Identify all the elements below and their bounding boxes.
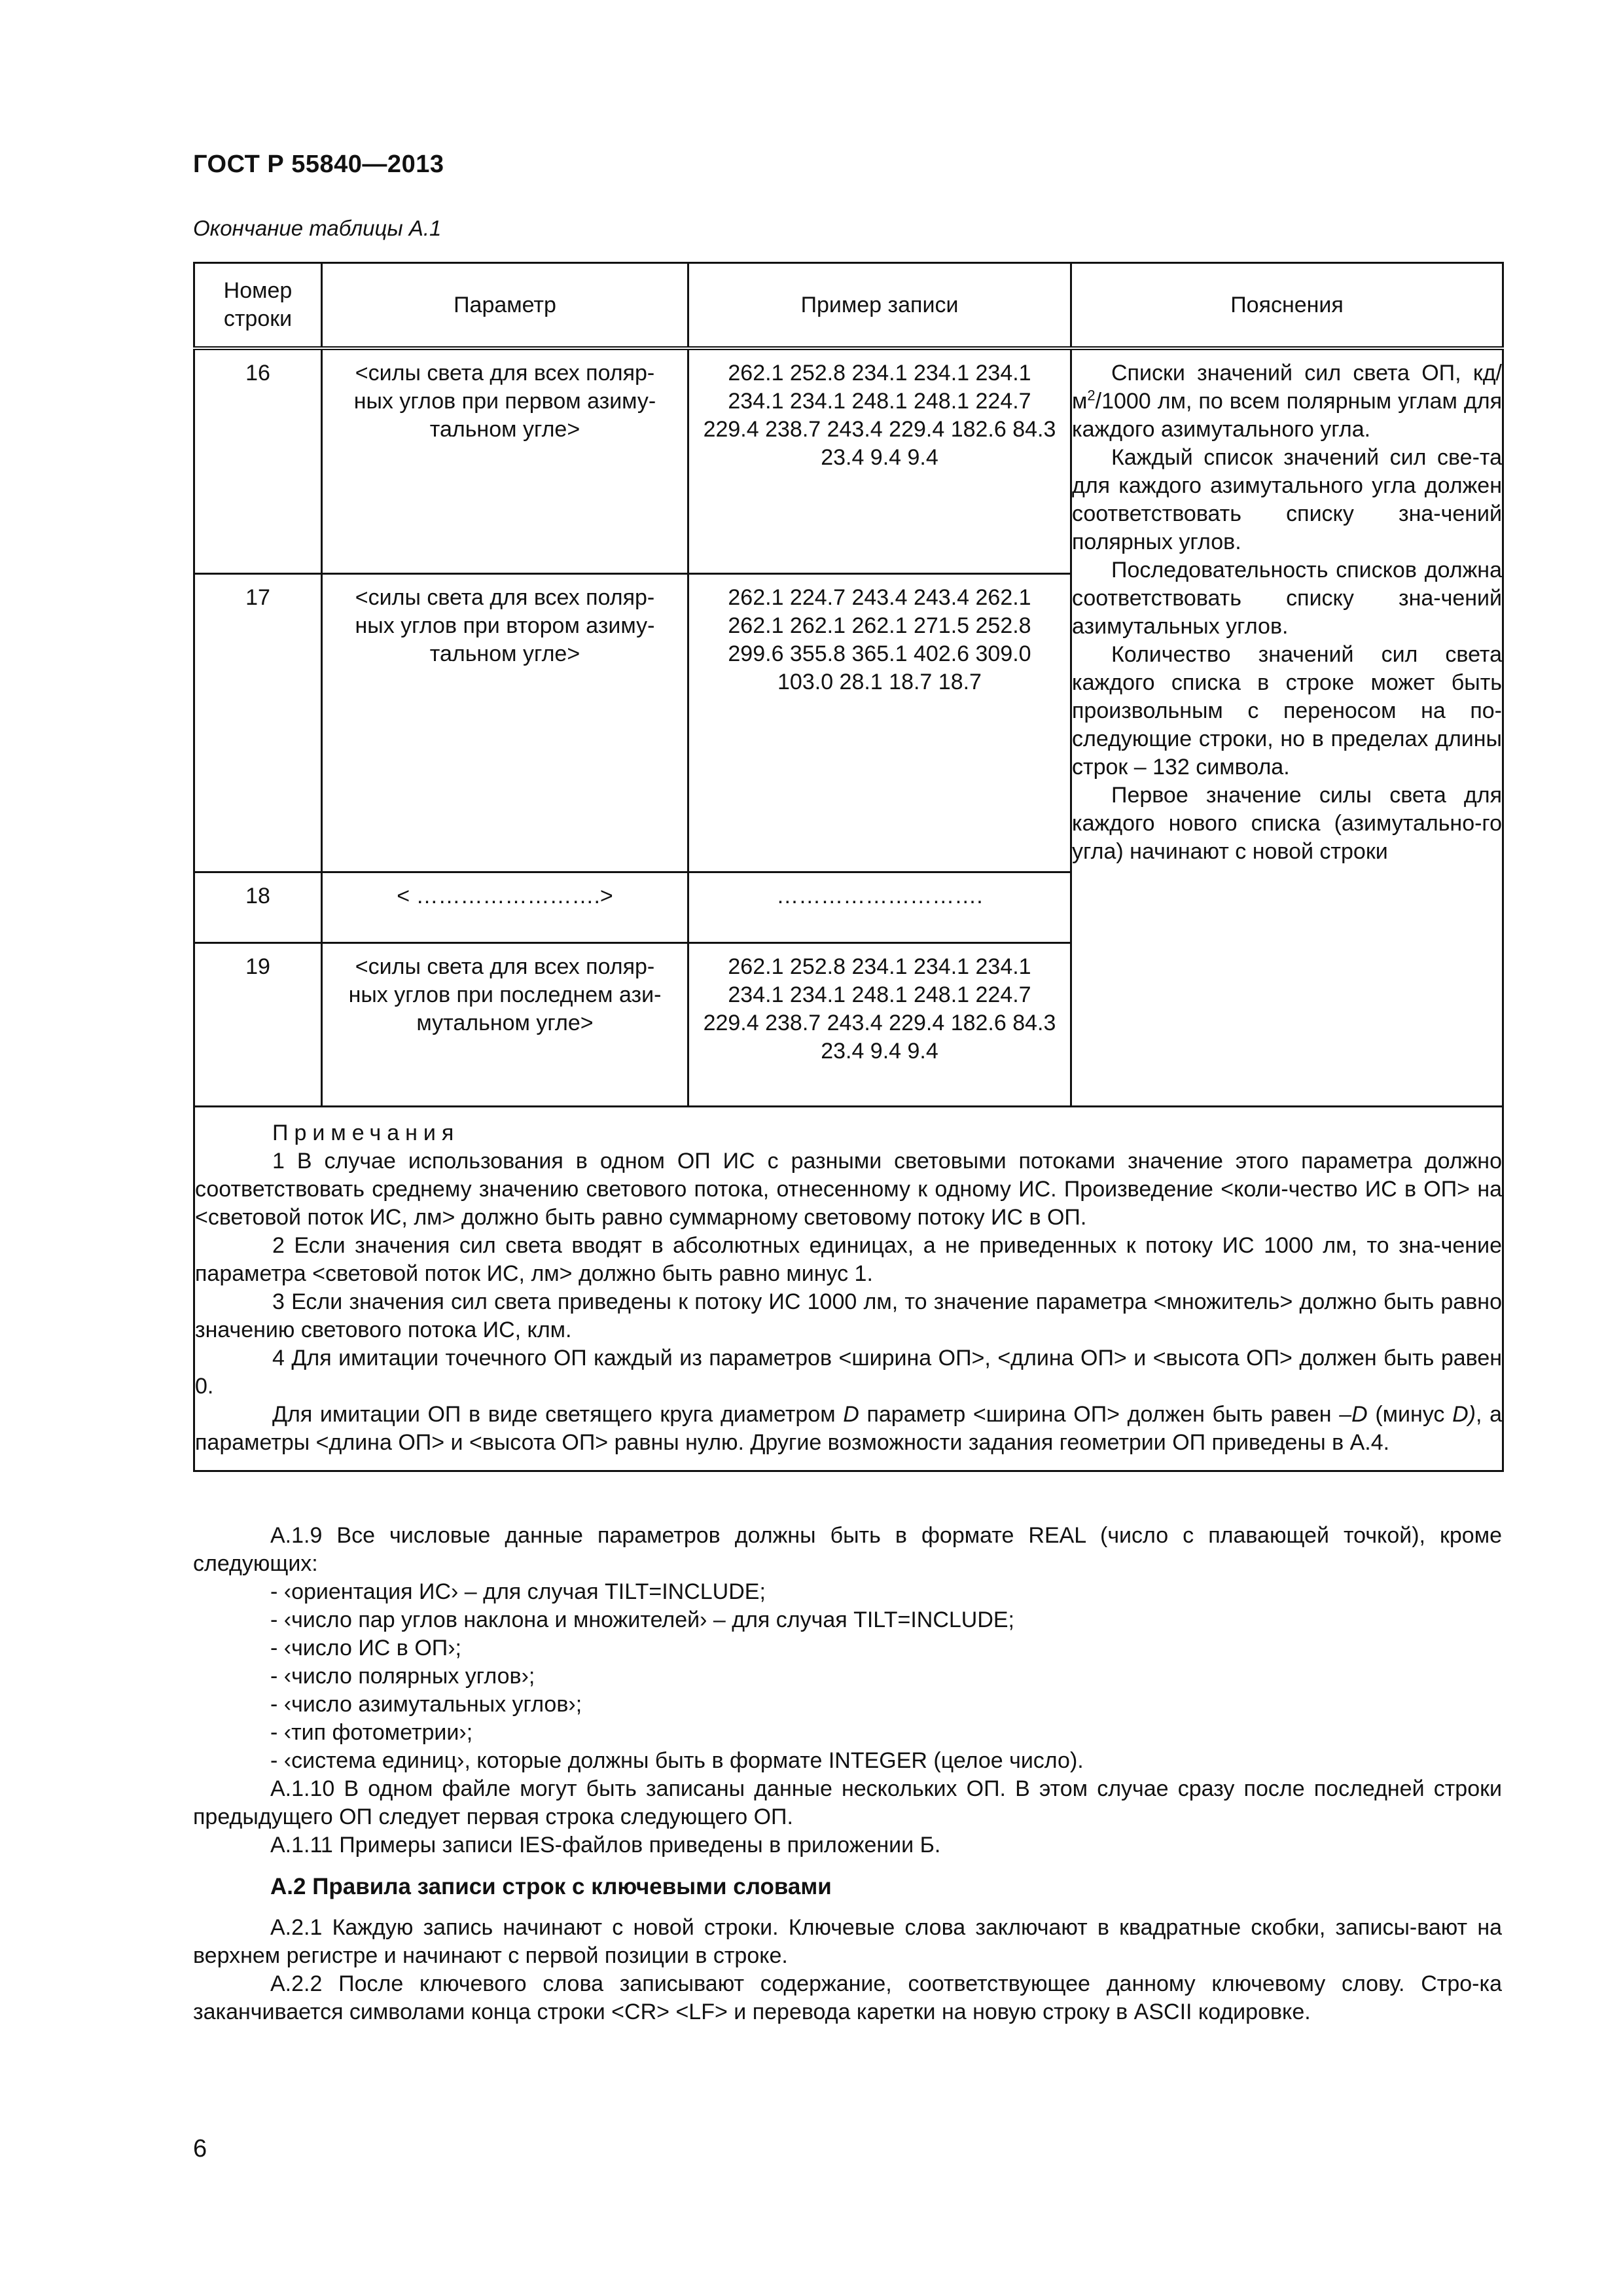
note-item: 3 Если значения сил света приведены к потоку ИС 1000 лм, то значение параметра <множитель> должно быть равно значению светового потока ИС, клм. xyxy=(195,1289,1502,1342)
paragraph-a2-2: А.2.2 После ключевого слова записывают содержание, соответствующее данному ключевому слову. Стро-ка заканчивается символами конца строки <CR> <LF> и перевода каретки на новую строку в ASCII кодировке. xyxy=(193,1971,1502,2024)
row-sample: 262.1 252.8 234.1 234.1 234.1 234.1 234.1 248.1 248.1 224.7 229.4 238.7 243.4 229.4 182.6 84.3 23.4 9.4 9.4 xyxy=(688,348,1071,573)
paragraph-a1-11: А.1.11 Примеры записи IES-файлов приведены в приложении Б. xyxy=(270,1833,941,1857)
col-header-explanation: Пояснения xyxy=(1071,263,1503,349)
notes-cell xyxy=(194,1106,1503,1471)
section-heading-a2: А.2 Правила записи строк с ключевыми словами xyxy=(270,1874,832,1899)
list-item: - ‹тип фотометрии›; xyxy=(270,1720,473,1745)
explanation-paragraph: Первое значение силы света для каждого нового списка (азимутально-го угла) начинают с новой строки xyxy=(1072,783,1502,864)
explanation-paragraph: Списки значений сил света ОП, $кд/м^2/1000$ лм, по всем полярным углам для каждого азимутального угла. xyxy=(1072,361,1502,442)
row-sample: ………………………. xyxy=(688,872,1071,942)
paragraph-a1-9: А.1.9 Все числовые данные параметров должны быть в формате REAL (число с плавающей точкой), кроме следующих: xyxy=(193,1523,1502,1576)
document-id: ГОСТ Р 55840—2013 xyxy=(193,151,444,178)
row-parameter: < …………………….> xyxy=(322,872,688,942)
paragraph-a1-10: А.1.10 В одном файле могут быть записаны данные нескольких ОП. В этом случае сразу после последней строки предыдущего ОП следует первая строка следующего ОП. xyxy=(193,1776,1502,1829)
explanation-paragraph: Каждый список значений сил све-та для каждого азимутального угла должен соответствовать списку зна-чений полярных углов. xyxy=(1072,445,1502,554)
explanation-paragraph: Последовательность списков должна соответствовать списку зна-чений азимутальных углов. xyxy=(1072,558,1502,639)
page-number: 6 xyxy=(193,2135,207,2162)
row-parameter: <силы света для всех поляр-ных углов при втором азиму-тальном угле> xyxy=(322,573,688,872)
list-item: - ‹число ИС в ОП›; xyxy=(270,1636,461,1660)
row-number: 16 xyxy=(194,348,322,573)
row-sample: 262.1 224.7 243.4 243.4 262.1 262.1 262.1 262.1 271.5 252.8 299.6 355.8 365.1 402.6 309.0 103.0 28.1 18.7 18.7 xyxy=(688,573,1071,872)
body-text xyxy=(193,1522,1502,2026)
list-item: - ‹число пар углов наклона и множителей› – для случая TILT=INCLUDE; xyxy=(270,1607,1015,1632)
note-item: 4 Для имитации точечного ОП каждый из параметров <ширина ОП>, <длина ОП> и <высота ОП> должен быть равен 0. xyxy=(195,1345,1502,1399)
notes-row xyxy=(194,1106,1503,1471)
row-number: 19 xyxy=(194,942,322,1106)
row-parameter: <силы света для всех поляр-ных углов при первом азиму-тальном угле> xyxy=(322,348,688,573)
table-caption: Окончание таблицы А.1 xyxy=(193,216,442,240)
paragraph-a2-1: А.2.1 Каждую запись начинают с новой строки. Ключевые слова заключают в квадратные скобки, записы-вают на верхнем регистре и начинают с первой позиции в строке. xyxy=(193,1915,1502,1968)
note-item: Для имитации ОП в виде светящего круга диаметром D параметр <ширина ОП> должен быть равен –D (минус D), а параметры <длина ОП> и <высота ОП> равны нулю. Другие возможности задания геометрии ОП приведены в А.4. xyxy=(195,1401,1502,1455)
note-item: 2 Если значения сил света вводят в абсолютных единицах, а не приведенных к потоку ИС 1000 лм, то зна-чение параметра <световой поток ИС, лм> должно быть равно минус 1. xyxy=(195,1232,1502,1286)
col-header-sample: Пример записи xyxy=(688,263,1071,349)
row-number: 18 xyxy=(194,872,322,942)
row-sample: 262.1 252.8 234.1 234.1 234.1 234.1 234.1 248.1 248.1 224.7 229.4 238.7 243.4 229.4 182.6 84.3 23.4 9.4 9.4 xyxy=(688,942,1071,1106)
list-item: - ‹ориентация ИС› – для случая TILT=INCLUDE; xyxy=(270,1579,766,1604)
explanation-cell xyxy=(1071,348,1503,1106)
row-parameter: <силы света для всех поляр-ных углов при последнем ази-мутальном угле> xyxy=(322,942,688,1106)
notes-title: Примечания xyxy=(272,1120,460,1145)
col-header-parameter: Параметр xyxy=(322,263,688,349)
list-item: - ‹число полярных углов›; xyxy=(270,1664,535,1689)
explanation-paragraph: Количество значений сил света каждого списка в строке может быть произвольным с переносом на по-следующие строки, но в пределах длины строк – 132 символа. xyxy=(1072,642,1502,780)
col-header-number: Номер строки xyxy=(194,263,322,349)
note-item: 1 В случае использования в одном ОП ИС с разными световыми потоками значение этого параметра должно соответствовать среднему значению светового потока, отнесенному к одному ИС. Произведение <коли-чество ИС в ОП> на <световой поток ИС, лм> должно быть равно суммарному световому потоку ИС в ОП. xyxy=(195,1148,1502,1230)
list-item: - ‹система единиц›, которые должны быть в формате INTEGER (целое число). xyxy=(270,1748,1084,1773)
list-item: - ‹число азимутальных углов›; xyxy=(270,1692,582,1717)
row-number: 17 xyxy=(194,573,322,872)
table-row xyxy=(194,348,1503,573)
table-a1 xyxy=(193,262,1504,1472)
